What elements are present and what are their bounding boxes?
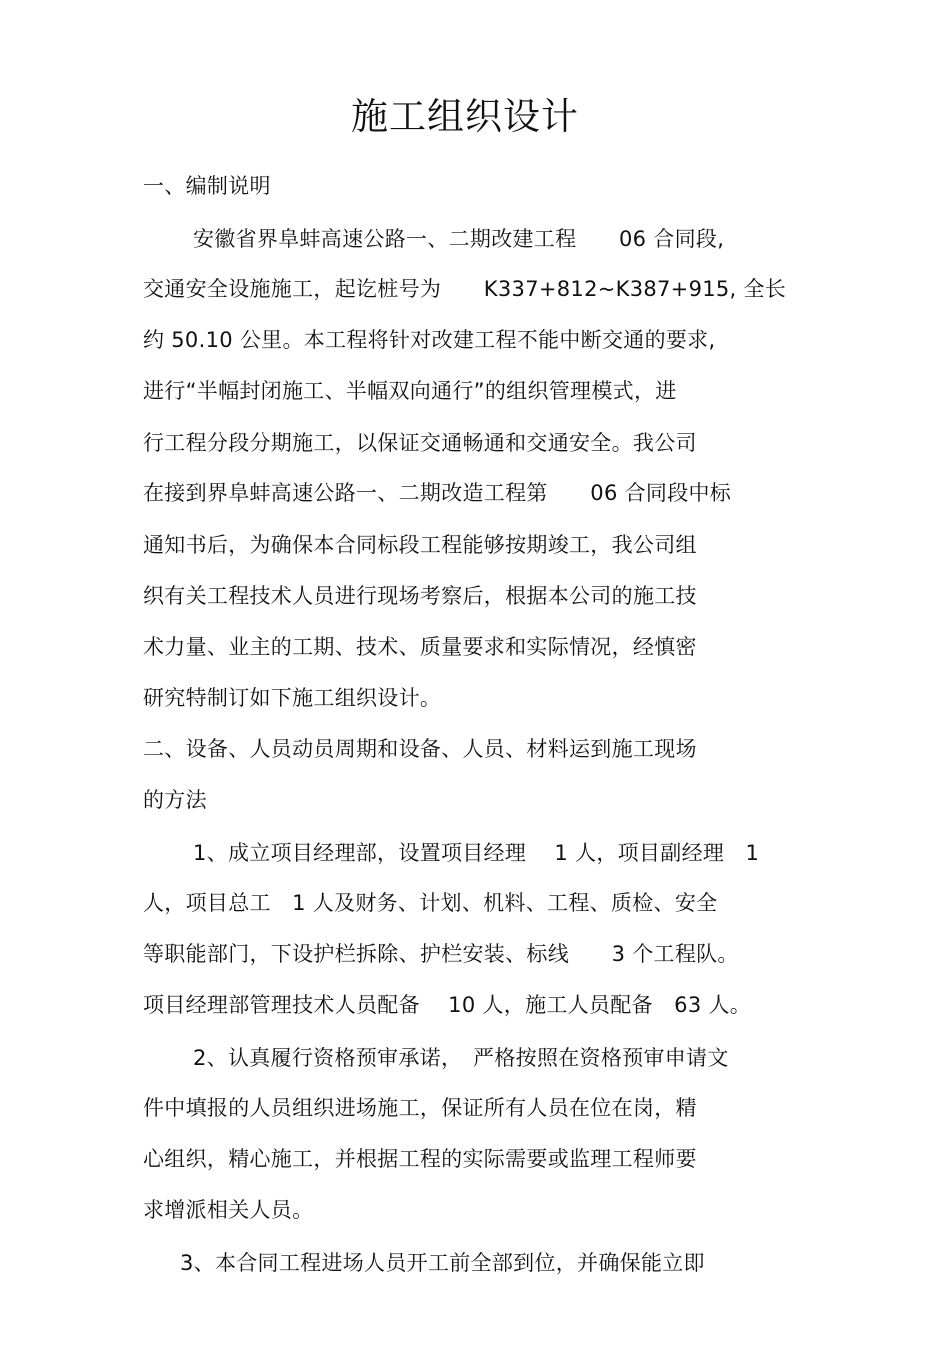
paragraph-line: 织有关工程技术人员进行现场考察后，根据本公司的施工技 — [143, 584, 697, 608]
paragraph-line: 安徽省界阜蚌高速公路一、二期改建工程 06 合同段, — [193, 227, 725, 251]
paragraph-line: 约 50.10 公里。本工程将针对改建工程不能中断交通的要求, — [143, 328, 716, 352]
paragraph-line: 交通安全设施施工，起讫桩号为 K337+812~K387+915, 全长 — [143, 277, 787, 301]
paragraph-line: 3、本合同工程进场人员开工前全部到位，并确保能立即 — [180, 1251, 705, 1275]
paragraph-line: 行工程分段分期施工，以保证交通畅通和交通安全。我公司 — [143, 431, 697, 455]
paragraph-line: 件中填报的人员组织进场施工，保证所有人员在位在岗，精 — [143, 1096, 697, 1120]
paragraph-line: 研究特制订如下施工组织设计。 — [143, 686, 442, 710]
paragraph-line: 人，项目总工 1 人及财务、计划、机料、工程、质检、安全 — [143, 891, 718, 915]
paragraph-line: 心组织，精心施工，并根据工程的实际需要或监理工程师要 — [143, 1147, 697, 1171]
paragraph-line: 2、认真履行资格预审承诺， 严格按照在资格预审申请文 — [193, 1046, 729, 1070]
paragraph-line: 术力量、业主的工期、技术、质量要求和实际情况，经慎密 — [143, 635, 697, 659]
paragraph-line: 求增派相关人员。 — [143, 1198, 314, 1222]
section-heading-2-cont: 的方法 — [143, 788, 207, 812]
paragraph-line: 项目经理部管理技术人员配备 10 人，施工人员配备 63 人。 — [143, 993, 752, 1017]
section-heading-2: 二、设备、人员动员周期和设备、人员、材料运到施工现场 — [143, 737, 697, 761]
paragraph-line: 等职能部门，下设护栏拆除、护栏安装、标线 3 个工程队。 — [143, 942, 739, 966]
section-heading-1: 一、编制说明 — [143, 174, 271, 198]
paragraph-line: 进行“半幅封闭施工、半幅双向通行”的组织管理模式，进 — [143, 379, 677, 403]
paragraph-line: 在接到界阜蚌高速公路一、二期改造工程第 06 合同段中标 — [143, 481, 732, 505]
paragraph-line: 通知书后，为确保本合同标段工程能够按期竣工，我公司组 — [143, 533, 697, 557]
paragraph-line: 1、成立项目经理部，设置项目经理 1 人，项目副经理 1 — [193, 841, 760, 865]
document-title: 施工组织设计 — [351, 95, 579, 138]
